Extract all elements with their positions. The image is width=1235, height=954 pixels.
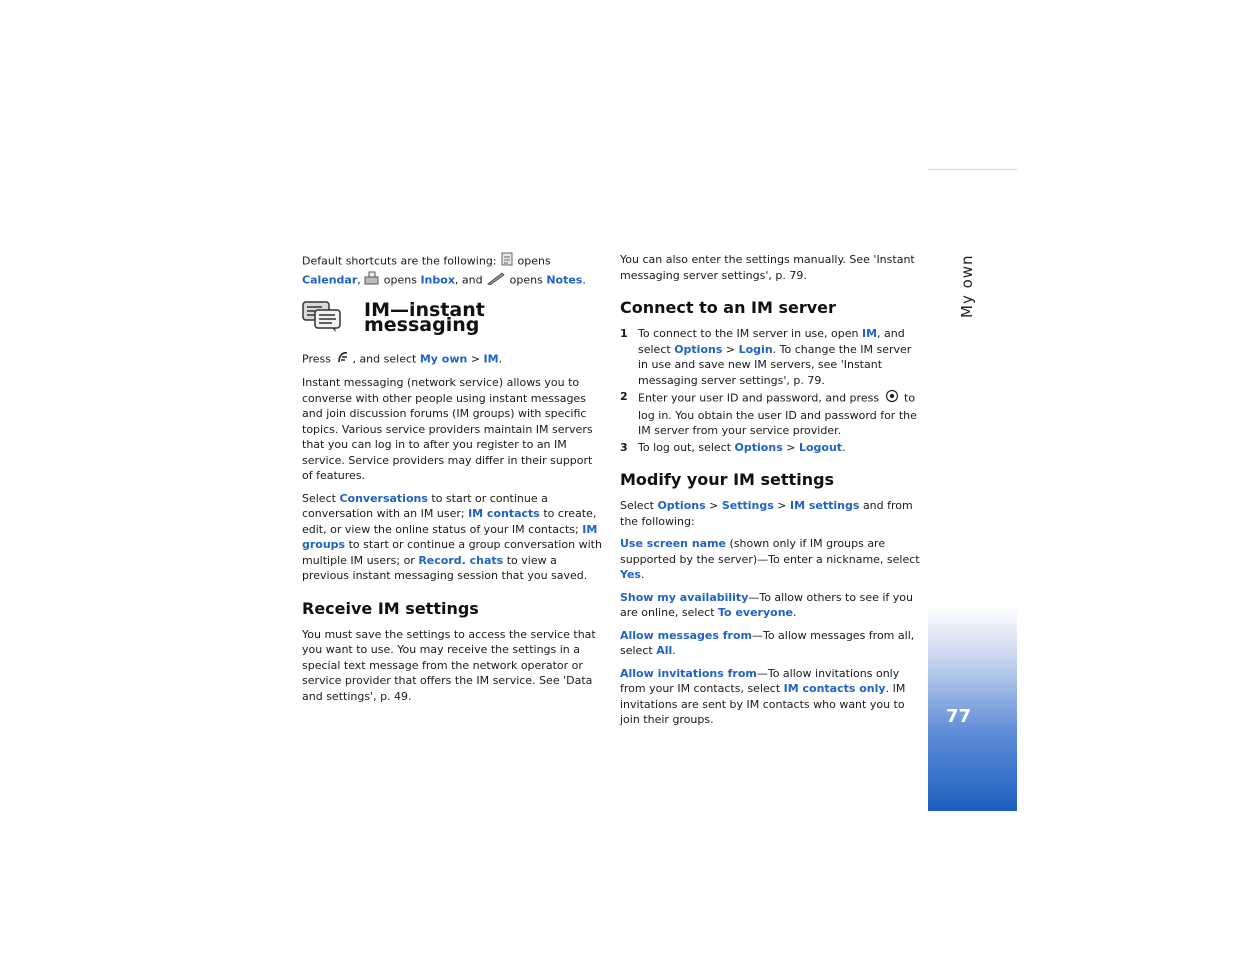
screen-name-option: [620, 536, 922, 583]
section-title-row: [302, 299, 602, 338]
period-text: .: [792, 606, 797, 619]
inbox-link[interactable]: Inbox: [420, 272, 455, 286]
modify-heading: Modify your IM settings: [620, 470, 835, 489]
separator: >: [725, 342, 736, 356]
page-number: 77: [946, 706, 972, 727]
step-text: . To change the IM server in use and save new IM servers, see 'Instant messaging server settings', p. 79.: [638, 342, 912, 387]
separator: >: [470, 351, 481, 365]
connect-heading: Connect to an IM server: [620, 298, 836, 317]
opens-text: opens: [517, 254, 551, 268]
im-link[interactable]: IM: [483, 351, 499, 365]
separator: >: [777, 499, 787, 512]
page-title: IM—instant messaging: [364, 298, 485, 337]
my-own-link[interactable]: My own: [419, 351, 468, 365]
modify-paragraph: [620, 498, 922, 529]
option-desc: (shown only if IM groups are supported by the server)—To enter a nickname, select: [620, 537, 920, 566]
options-link[interactable]: Options: [657, 499, 706, 512]
manual-settings-paragraph: You can also enter the settings manually. See 'Instant messaging server settings', p. 79.: [620, 253, 915, 282]
record-chats-link[interactable]: Record. chats: [418, 553, 504, 567]
im-groups-link[interactable]: IM groups: [302, 522, 598, 551]
list-item: [620, 326, 922, 388]
login-link[interactable]: Login: [738, 342, 773, 356]
im-groups-desc: to start or continue a group conversation with multiple IM users; or: [302, 538, 602, 567]
allow-invitations-from-link[interactable]: Allow invitations from: [620, 666, 757, 680]
im-settings-link[interactable]: IM settings: [790, 499, 860, 512]
step-number: 1: [620, 327, 628, 340]
calendar-link[interactable]: Calendar: [302, 272, 358, 286]
notes-link[interactable]: Notes: [546, 272, 583, 286]
step-text: to log in. You obtain the user ID and password for the IM server from your service provider.: [638, 391, 917, 437]
yes-link[interactable]: Yes: [620, 568, 641, 581]
select-key-icon: [885, 389, 899, 408]
modify-desc: and from the following:: [620, 499, 913, 528]
section-label: My own: [958, 254, 976, 318]
step-text: To connect to the IM server in use, open: [638, 327, 859, 340]
period-text: .: [498, 351, 503, 365]
menu-key-icon: [336, 350, 350, 369]
logout-link[interactable]: Logout: [798, 440, 843, 454]
invitations-from-option: [620, 666, 922, 728]
receive-settings-heading: Receive IM settings: [302, 598, 479, 618]
option-desc: . IM invitations are sent by IM contacts who want you to join their groups.: [620, 682, 906, 726]
period-text: .: [672, 644, 676, 657]
connect-steps-list: [620, 326, 922, 455]
intro-paragraph: Instant messaging (network service) allows you to converse with other people using instant messages and join discussion forums (IM groups) with specific topics. Various service providers maintain IM servers that you can log in to after you register to an IM service. Service providers may differ in their support of features.: [302, 376, 593, 482]
receive-settings-paragraph: You must save the settings to access the service that you want to use. You may receive the settings in a special text message from the network operator or service provider that offers the IM service. See 'Data and settings', p. 49.: [302, 627, 596, 703]
to-everyone-link[interactable]: To everyone: [718, 606, 793, 619]
right-column: [620, 252, 922, 735]
period-text: .: [582, 272, 586, 286]
shortcuts-paragraph: [302, 252, 602, 289]
press-middle-text: , and select: [352, 351, 417, 365]
allow-messages-from-link[interactable]: Allow messages from: [620, 628, 752, 642]
messages-from-option: [620, 628, 922, 659]
period-text: .: [640, 568, 645, 581]
list-item: [620, 440, 922, 456]
select-paragraph: [302, 491, 602, 584]
press-text: Press: [302, 351, 331, 365]
options-link[interactable]: Options: [674, 342, 723, 356]
opens-text: opens: [383, 272, 417, 286]
all-link[interactable]: All: [656, 644, 673, 657]
im-contacts-only-link[interactable]: IM contacts only: [783, 682, 886, 695]
list-item: [620, 389, 922, 439]
im-contacts-desc: to create, edit, or view the online status of your IM contacts;: [302, 507, 597, 536]
left-column: [302, 252, 602, 711]
conversations-link[interactable]: Conversations: [339, 491, 428, 505]
step-number: 3: [620, 440, 628, 454]
select-text: Select: [302, 491, 336, 505]
im-chat-icon: [302, 299, 342, 338]
conversations-desc: to start or continue a conversation with an IM user;: [302, 491, 548, 520]
option-desc: —To allow messages from all, select: [620, 628, 915, 657]
im-link[interactable]: IM: [862, 327, 878, 340]
step-number: 2: [620, 390, 628, 403]
step-text: To log out, select: [638, 440, 732, 454]
shortcuts-intro: Default shortcuts are the following:: [302, 254, 497, 268]
option-desc: —To allow invitations only from your IM contacts, select: [620, 666, 900, 695]
press-paragraph: [302, 350, 602, 369]
and-text: , and: [454, 272, 483, 286]
select-text: Select: [620, 499, 654, 512]
show-my-availability-link[interactable]: Show my availability: [620, 590, 749, 604]
inbox-icon: [364, 271, 380, 290]
option-desc: —To allow others to see if you are online, select: [620, 590, 913, 619]
separator: >: [786, 440, 796, 454]
step-text: , and select: [638, 327, 905, 356]
opens-text: opens: [509, 272, 543, 286]
calendar-icon: [500, 252, 514, 271]
options-link[interactable]: Options: [734, 440, 783, 454]
record-chats-desc: to view a previous instant messaging session that you saved.: [302, 553, 588, 582]
separator: >: [709, 499, 719, 512]
comma-text: ,: [357, 272, 361, 286]
use-screen-name-link[interactable]: Use screen name: [620, 537, 727, 550]
period-text: .: [842, 440, 846, 454]
settings-link[interactable]: Settings: [721, 499, 774, 512]
step-text: Enter your user ID and password, and press: [638, 391, 880, 405]
availability-option: [620, 590, 922, 621]
im-contacts-link[interactable]: IM contacts: [468, 507, 540, 520]
notes-icon: [486, 271, 506, 290]
